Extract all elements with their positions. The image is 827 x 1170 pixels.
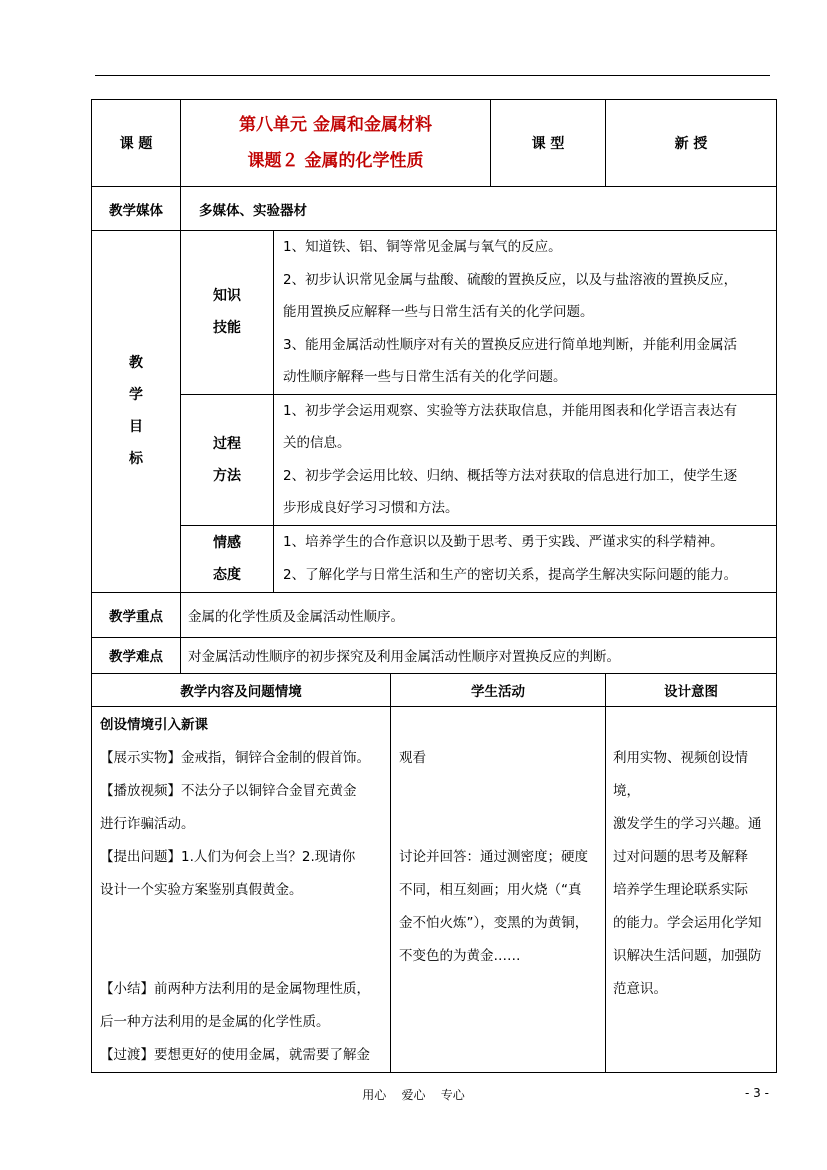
process-text-cell [274,394,777,525]
objectives-label-char: 目 [129,419,143,436]
emotion-label-cell [181,525,274,592]
intent-line: 识解决生活问题，加强防 [613,947,762,964]
emotion-text-cell [274,525,777,592]
header-rule [95,75,770,76]
intent-line: 培养学生理论联系实际 [613,881,748,898]
knowledge-label: 知识 [213,288,241,305]
process-label-cell [181,394,274,525]
objectives-label-char: 学 [129,387,143,404]
header-row [92,100,777,187]
media-value: 多媒体、实验器材 [199,202,307,219]
difficulty-label-cell [92,637,181,673]
column-header-intent: 设计意图 [664,683,718,700]
key-point-label-cell [92,592,181,637]
column-header [606,673,777,706]
knowledge-line: 动性顺序解释一些与日常生活有关的化学问题。 [283,369,567,385]
student-line: 不同，相互刻画；用火烧（“真 [399,881,582,898]
course-label-cell [92,100,181,187]
content-line: 【小结】前两种方法利用的是金属物理性质， [100,980,370,997]
content-line: 设计一个实验方案鉴别真假黄金。 [100,881,303,898]
content-cell [92,706,391,1072]
content-line: 创设情境引入新课 [100,716,208,733]
lesson-plan-table [91,99,777,1073]
content-line [100,907,386,940]
student-activity-cell [391,706,606,1072]
course-label: 课 题 [119,136,153,152]
emotion-line: 1、培养学生的合作意识以及勤于思考、勇于实践、严谨求实的科学精神。 [283,534,724,550]
column-header-activity: 学生活动 [471,683,525,700]
content-line: 后一种方法利用的是金属的化学性质。 [100,1013,330,1030]
knowledge-row [92,231,777,395]
column-header [391,673,606,706]
column-header-row [92,673,777,706]
content-line: 【过渡】要想更好的使用金属，就需要了解金 [100,1046,370,1063]
emotion-line: 2、了解化学与日常生活和生产的密切关系，提高学生解决实际问题的能力。 [283,566,738,583]
content-line: 进行诈骗活动。 [100,815,195,832]
unit-title: 第八单元 金属和金属材料 [239,115,432,135]
intent-line: 范意识。 [613,980,667,997]
objectives-label-char: 教 [129,355,143,372]
key-point-label: 教学重点 [109,608,163,625]
process-label: 过程 [213,435,241,452]
column-header [92,673,391,706]
media-label: 教学媒体 [109,202,163,219]
key-point-value-cell [181,592,777,637]
emotion-row [92,525,777,592]
student-line: 讨论并回答：通过测密度；硬度 [399,848,588,865]
difficulty-value-cell [181,637,777,673]
student-line [399,709,601,742]
type-value-cell [606,100,777,187]
process-label: 方法 [213,467,241,484]
student-line [399,775,601,808]
process-line: 1、初步学会运用观察、实验等方法获取信息，并能用图表和化学语言表达有 [283,402,738,419]
process-line: 2、初步学会运用比较、归纳、概括等方法对获取的信息进行加工，使学生逐 [283,467,738,484]
key-point-row [92,592,777,637]
intent-line: 的能力。学会运用化学知 [613,914,762,931]
knowledge-text-cell [274,231,777,395]
content-line: 【播放视频】不法分子以铜锌合金冒充黄金 [100,782,357,799]
student-line: 不变色的为黄金…… [399,947,521,964]
knowledge-line: 2、初步认识常见金属与盐酸、硫酸的置换反应，以及与盐溶液的置换反应， [283,271,738,288]
intent-line: 激发学生的学习兴趣。通 [613,815,762,832]
media-value-cell [181,187,777,231]
intent-line: 过对问题的思考及解释 [613,848,748,865]
knowledge-label-cell [181,231,274,395]
knowledge-line: 能用置换反应解释一些与日常生活有关的化学问题。 [283,304,594,320]
design-intent-cell [606,706,777,1072]
type-label: 课 型 [531,136,565,152]
intent-line [613,709,772,742]
difficulty-row [92,637,777,673]
content-line: 【提出问题】1.人们为何会上当？2.现请你 [100,848,356,865]
emotion-label: 情感 [213,534,241,551]
page-number: - 3 - [745,1086,769,1100]
student-line [399,808,601,841]
process-line: 关的信息。 [283,435,351,451]
key-point-value: 金属的化学性质及金属活动性顺序。 [188,608,404,625]
objectives-label-cell [92,231,181,593]
course-title-cell [181,100,491,187]
type-value: 新 授 [674,136,708,152]
process-row [92,394,777,525]
type-label-cell [491,100,606,187]
difficulty-label: 教学难点 [109,649,163,665]
student-line: 观看 [399,749,426,766]
media-label-cell [92,187,181,231]
student-line: 金不怕火炼”），变黑的为黄铜， [399,914,589,931]
emotion-label: 态度 [213,566,241,583]
content-line: 【展示实物】金戒指，铜锌合金制的假首饰。 [100,749,370,766]
knowledge-line: 3、能用金属活动性顺序对有关的置换反应进行简单地判断，并能利用金属活 [283,336,738,353]
lesson-title: 课题２ 金属的化学性质 [247,151,424,171]
difficulty-value: 对金属活动性顺序的初步探究及利用金属活动性顺序对置换反应的判断。 [188,649,620,665]
content-row [92,706,777,1072]
content-line [100,940,386,973]
knowledge-line: 1、知道铁、铝、铜等常见金属与氧气的反应。 [283,239,562,255]
process-line: 步形成良好学习习惯和方法。 [283,500,459,516]
knowledge-label: 技能 [213,320,241,337]
footer-text: 用心 爱心 专心 [362,1088,465,1102]
column-header-content: 教学内容及问题情境 [180,683,302,700]
intent-line: 利用实物、视频创设情境， [613,749,748,799]
media-row [92,187,777,231]
objectives-label-char: 标 [129,451,143,468]
